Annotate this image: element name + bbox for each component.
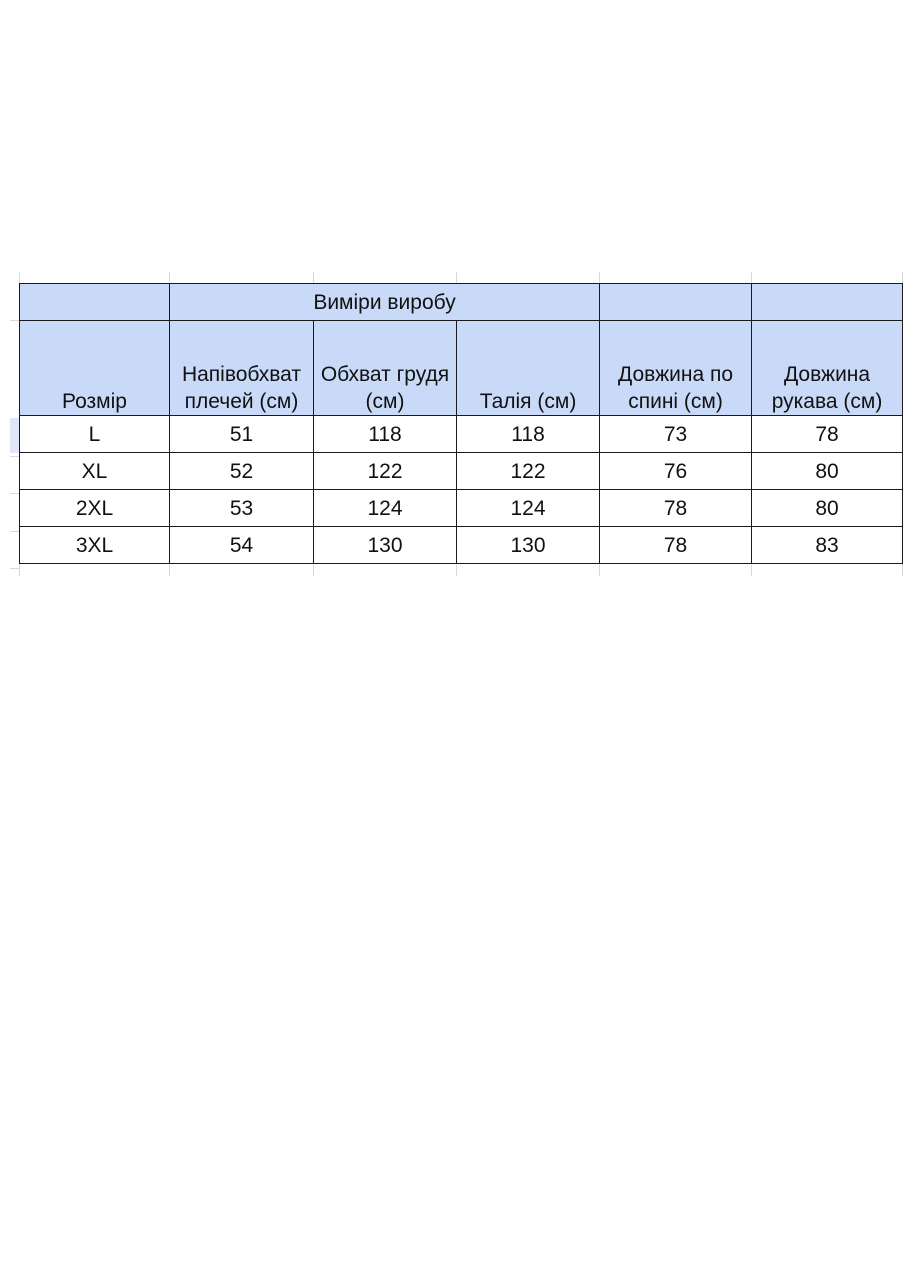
cell-size[interactable]: 3XL [20,527,170,564]
gridline [10,531,19,532]
cell-back-length[interactable]: 78 [600,490,752,527]
cell-waist[interactable]: 130 [457,527,600,564]
cell-shoulders[interactable]: 54 [170,527,314,564]
column-header-chest[interactable]: Обхват грудя (см) [314,321,457,416]
cell-shoulders[interactable]: 53 [170,490,314,527]
table-row [20,416,903,453]
empty-header-cell[interactable] [752,284,903,321]
gridline [10,568,19,569]
cell-back-length[interactable]: 78 [600,527,752,564]
cell-chest[interactable]: 124 [314,490,457,527]
spreadsheet-area [10,272,912,582]
cell-shoulders[interactable]: 51 [170,416,314,453]
column-header-shoulders[interactable]: Напівобхват плечей (см) [170,321,314,416]
cell-waist[interactable]: 118 [457,416,600,453]
cell-back-length[interactable]: 73 [600,416,752,453]
empty-header-cell[interactable] [20,284,170,321]
cell-sleeve-length[interactable]: 78 [752,416,903,453]
table-row [20,490,903,527]
cell-waist[interactable]: 122 [457,453,600,490]
cell-size[interactable]: L [20,416,170,453]
cell-back-length[interactable]: 76 [600,453,752,490]
column-header-waist[interactable]: Талія (см) [457,321,600,416]
selected-row-marker [10,418,19,453]
cell-sleeve-length[interactable]: 80 [752,490,903,527]
gridline [10,456,19,457]
column-header-size[interactable]: Розмір [20,321,170,416]
cell-chest[interactable]: 118 [314,416,457,453]
gridline [10,320,19,321]
empty-header-cell[interactable] [600,284,752,321]
cell-sleeve-length[interactable]: 83 [752,527,903,564]
cell-sleeve-length[interactable]: 80 [752,453,903,490]
cell-chest[interactable]: 122 [314,453,457,490]
gridline [10,493,19,494]
column-header-sleeve-length[interactable]: Довжина рукава (см) [752,321,903,416]
group-header-row [20,284,903,321]
column-header-row [20,321,903,416]
cell-chest[interactable]: 130 [314,527,457,564]
cell-waist[interactable]: 124 [457,490,600,527]
cell-size[interactable]: 2XL [20,490,170,527]
cell-shoulders[interactable]: 52 [170,453,314,490]
cell-size[interactable]: XL [20,453,170,490]
column-header-back-length[interactable]: Довжина по спині (см) [600,321,752,416]
table-row [20,527,903,564]
group-header-cell[interactable] [170,284,600,321]
group-header-label: Виміри виробу [313,290,456,314]
table-row [20,453,903,490]
size-chart-table [19,283,903,564]
